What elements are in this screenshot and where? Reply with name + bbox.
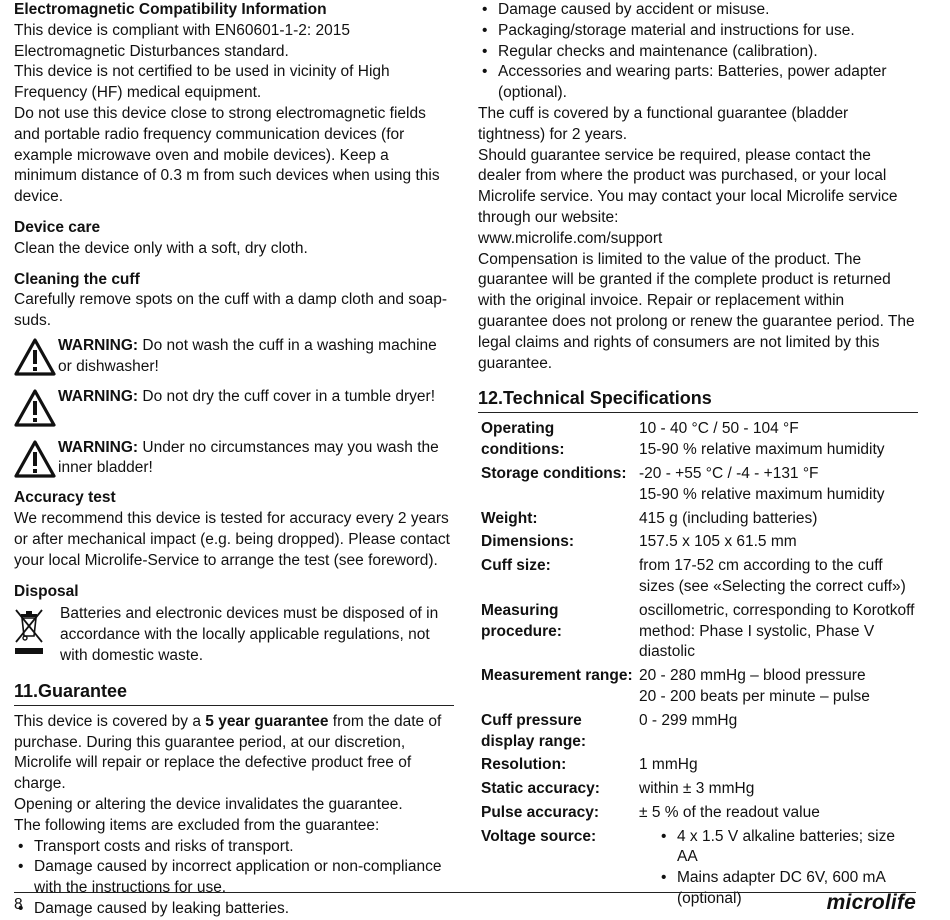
- spec-value: ± 5 % of the readout value: [639, 803, 820, 821]
- disposal-section: [14, 582, 454, 667]
- guarantee-paragraph-3: The following items are excluded from the guarantee:: [14, 816, 380, 834]
- disposal-title: Disposal: [14, 582, 79, 600]
- emc-paragraph-2: This device is not certified to be used in vicinity of High Frequency (HF) medical equipment.: [14, 63, 390, 102]
- spec-key: Resolution:: [481, 756, 567, 774]
- device-care-title: Device care: [14, 218, 101, 236]
- spec-key: Weight:: [481, 509, 538, 527]
- spec-value: within ± 3 mmHg: [639, 780, 755, 798]
- warning-label: WARNING:: [58, 438, 139, 456]
- table-row: [478, 419, 918, 464]
- guarantee-paragraph-2: Opening or altering the device invalidates the guarantee.: [14, 795, 403, 813]
- table-row: [478, 601, 918, 666]
- table-row: [478, 803, 918, 827]
- cleaning-cuff-section: [14, 270, 454, 485]
- right-column: [478, 0, 918, 913]
- spec-key: Dimensions:: [481, 533, 575, 551]
- warning-triangle-icon: [14, 438, 58, 485]
- list-item: • Damage caused by accident or misuse.: [478, 0, 918, 21]
- support-url[interactable]: www.microlife.com/support: [478, 229, 663, 247]
- left-column: [14, 0, 454, 920]
- spec-value: from 17-52 cm according to the cuff sizes (see «Selecting the correct cuff»): [639, 557, 906, 595]
- spec-value-line: 15-90 % relative maximum humidity: [639, 485, 885, 503]
- warning-message: Do not dry the cuff cover in a tumble dryer!: [138, 387, 436, 405]
- warning-label: WARNING:: [58, 336, 139, 354]
- brand-logo: microlife: [826, 891, 916, 914]
- table-row: [478, 464, 918, 509]
- cleaning-cuff-title: Cleaning the cuff: [14, 270, 140, 288]
- accuracy-test-title: Accuracy test: [14, 489, 116, 507]
- spec-key: Measuring procedure:: [481, 601, 562, 640]
- spec-key: Operating conditions:: [481, 420, 565, 459]
- warning-tumble-dryer: [14, 387, 454, 434]
- guarantee-section: [14, 712, 454, 920]
- disposal-paragraph: Batteries and electronic devices must be disposed of in accordance with the locally applicable regulations, not with domestic waste.: [60, 605, 439, 664]
- spec-value-line: 20 - 200 beats per minute – pulse: [639, 687, 870, 705]
- spec-key: Storage conditions:: [481, 464, 627, 482]
- spec-value: [637, 666, 918, 711]
- spec-value: 1 mmHg: [639, 756, 698, 774]
- tech-spec-heading: 12.Technical Specifications: [478, 386, 918, 413]
- spec-key: Cuff size:: [481, 557, 551, 575]
- warning-text: [58, 336, 454, 378]
- guarantee-paragraph-1: [14, 712, 454, 795]
- emc-section: [14, 0, 454, 208]
- accuracy-test-paragraph: We recommend this device is tested for accuracy every 2 years or after mechanical impact (e.g. being dropped). Please contact your local Microlife-Service to arrange the test (see foreword).: [14, 510, 450, 569]
- spec-value: 0 - 299 mmHg: [639, 711, 738, 729]
- spec-value-line: -20 - +55 °C / -4 - +131 °F: [639, 464, 819, 482]
- spec-value: [637, 419, 918, 464]
- list-item: • 4 x 1.5 V alkaline batteries; size AA: [639, 827, 918, 869]
- spec-value-line: 20 - 280 mmHg – blood pressure: [639, 667, 866, 685]
- spec-value-line: 15-90 % relative maximum humidity: [639, 441, 885, 459]
- spec-value: oscillometric, corresponding to Korotkoff method: Phase I systolic, Phase V diastolic: [639, 601, 915, 661]
- warning-message: Do not wash the cuff in a washing machine or dishwasher!: [58, 336, 437, 375]
- compensation-paragraph: Compensation is limited to the value of the product. The guarantee will be granted if the complete product is returned with the original invoice. Repair or replacement within guarantee does not prolong or renew the guarantee period. The legal claims and rights of consumers are not limited by this guarantee.: [478, 250, 915, 372]
- guarantee-service-paragraph: Should guarantee service be required, please contact the dealer from where the product was purchased, or your local Microlife service. You may contact your local Microlife service through our website:: [478, 146, 898, 226]
- table-row: [478, 711, 918, 756]
- warning-text: [58, 438, 454, 480]
- spec-value: [637, 464, 918, 509]
- list-item: • Transport costs and risks of transport.: [14, 837, 454, 858]
- warning-triangle-icon: [14, 387, 58, 434]
- list-item: • Damage caused by leaking batteries.: [14, 899, 454, 920]
- emc-title: Electromagnetic Compatibility Information: [14, 1, 327, 18]
- warning-text: [58, 387, 454, 408]
- guarantee-exclusions-list-continued: [478, 0, 918, 104]
- list-item: • Packaging/storage material and instructions for use.: [478, 21, 918, 42]
- table-row: [478, 666, 918, 711]
- table-row: [478, 509, 918, 533]
- emc-paragraph-1: This device is compliant with EN60601-1-2: 2015 Electromagnetic Disturbances standard.: [14, 21, 351, 60]
- tech-spec-table: [478, 419, 918, 913]
- table-row: [478, 755, 918, 779]
- table-row: [478, 532, 918, 556]
- guarantee-text-after: from the date of purchase. During this guarantee period, at our discretion, Microlife will repair or replace the defective product free of charge.: [14, 712, 442, 793]
- emc-paragraph-3: Do not use this device close to strong electromagnetic fields and portable radio frequency communication devices (for example microwave oven and mobile devices). Keep a minimum distance of 0.3 m from such devices when using this device.: [14, 104, 440, 206]
- page-footer: [14, 892, 916, 917]
- warning-triangle-icon: [14, 336, 58, 383]
- disposal-row: [14, 604, 454, 666]
- spec-value-line: 10 - 40 °C / 50 - 104 °F: [639, 420, 799, 438]
- list-item: • Accessories and wearing parts: Batteries, power adapter (optional).: [478, 62, 918, 104]
- table-row: [478, 556, 918, 601]
- spec-key: Cuff pressure display range:: [481, 711, 587, 750]
- accuracy-test-section: [14, 488, 454, 571]
- guarantee-period-bold: 5 year guarantee: [205, 712, 329, 730]
- guarantee-heading: 11.Guarantee: [14, 679, 454, 706]
- spec-key: Static accuracy:: [481, 780, 600, 798]
- guarantee-text-before: This device is covered by a: [14, 712, 206, 730]
- list-item: • Damage caused by incorrect application or non-compliance with the instructions for use.: [14, 857, 454, 899]
- cleaning-cuff-paragraph: Carefully remove spots on the cuff with a damp cloth and soap-suds.: [14, 291, 448, 330]
- list-item: • Regular checks and maintenance (calibration).: [478, 42, 918, 63]
- device-care-paragraph: Clean the device only with a soft, dry cloth.: [14, 239, 308, 257]
- spec-value: 157.5 x 105 x 61.5 mm: [639, 533, 797, 551]
- cuff-guarantee-paragraph: The cuff is covered by a functional guarantee (bladder tightness) for 2 years.: [478, 104, 849, 143]
- list-item: • Mains adapter DC 6V, 600 mA (optional): [639, 868, 918, 910]
- crossed-out-wheelie-bin-icon: [14, 604, 60, 665]
- device-care-section: [14, 218, 454, 260]
- spec-key: Pulse accuracy:: [481, 803, 600, 821]
- warning-washing-machine: [14, 336, 454, 383]
- table-row: [478, 779, 918, 803]
- page-number: 8: [14, 896, 23, 913]
- warning-message: Under no circumstances may you wash the inner bladder!: [58, 438, 439, 477]
- warning-inner-bladder: [14, 438, 454, 485]
- spec-value: 415 g (including batteries): [639, 509, 818, 527]
- spec-key: Measurement range:: [481, 667, 633, 685]
- warning-label: WARNING:: [58, 387, 139, 405]
- spec-key: Voltage source:: [481, 827, 597, 845]
